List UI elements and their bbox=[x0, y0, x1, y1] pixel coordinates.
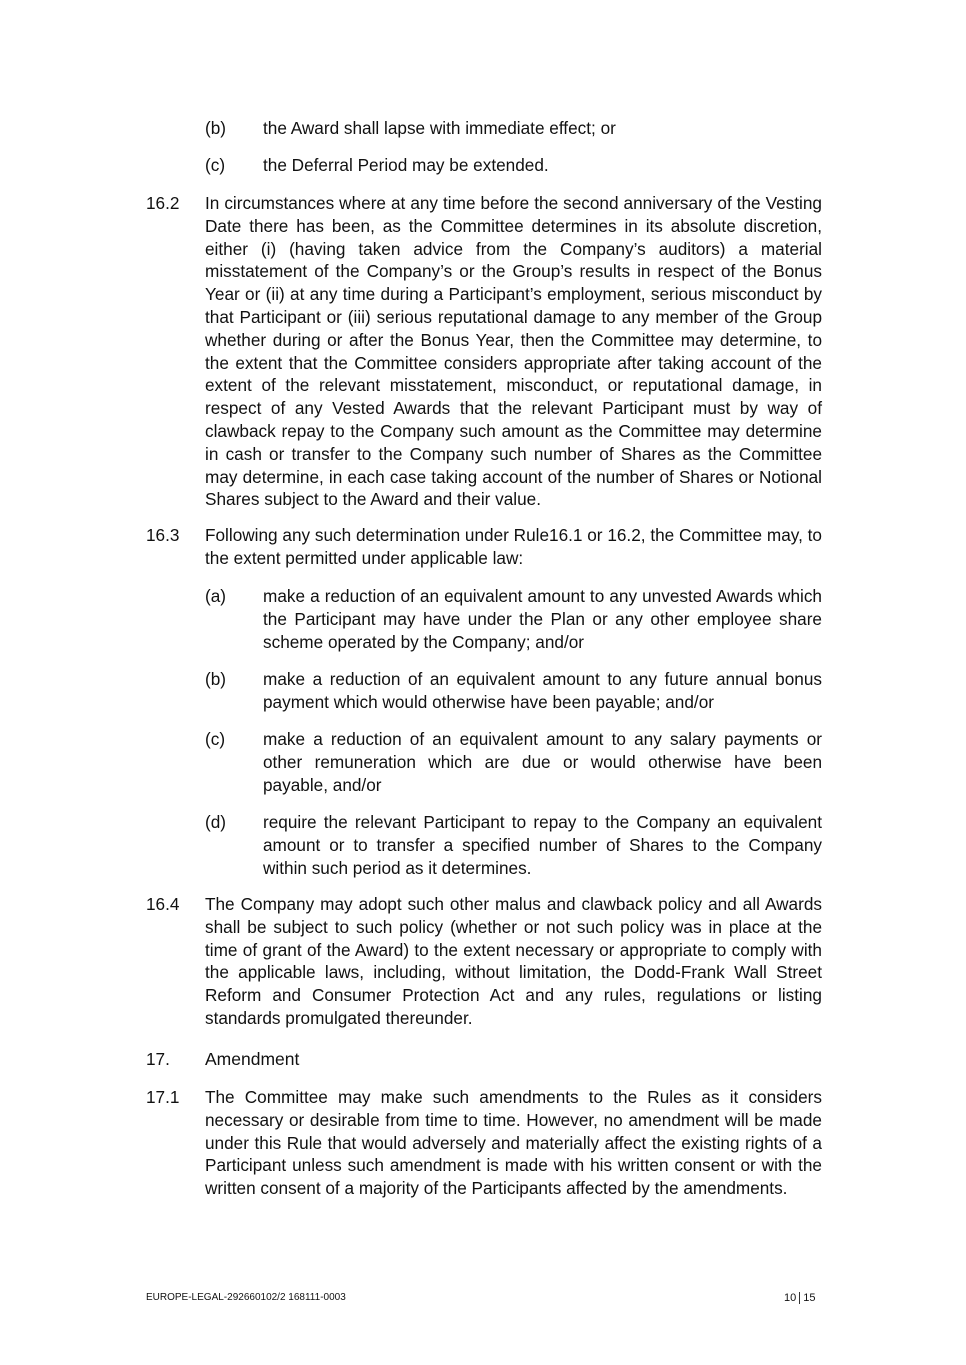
page-total: 15 bbox=[803, 1292, 816, 1304]
clause-label: (c) bbox=[205, 729, 226, 749]
clause-17-1 bbox=[146, 1086, 822, 1200]
clause-label: (c) bbox=[205, 155, 226, 175]
clause-text: make a reduction of an equivalent amount to any future annual bonus payment which would otherwise have been payable; and/or bbox=[263, 669, 822, 712]
clause-text: In circumstances where at any time before the second anniversary of the Vesting Date there has been, as the Committee determines in its absolute discretion, either (i) (having taken advice from the Company’s auditors) a material misstatement of the Company’s or the Group’s results in respect of the Bonus Year or (ii) at any time during a Participant’s employment, serious misconduct by that Participant or (iii) serious reputational damage to any member of the Group whether during or after the Bonus Year, then the Committee may determine, to the extent that the Committee considers appropriate after taking account of the extent of the relevant misstatement, misconduct, or reputational damage, in respect of any Vested Awards that the relevant Participant must by way of clawback repay to the Company such amount as the Committee may determine in cash or transfer to the Company such number of Shares as the Committee may determine, in each case taking account of the number of Shares or Notional Shares subject to the Award and their value. bbox=[205, 193, 822, 510]
clause-text: make a reduction of an equivalent amount to any salary payments or other remuneration which are due or would otherwise have been payable, and/or bbox=[263, 729, 822, 795]
page-number bbox=[784, 1292, 816, 1304]
page-current: 10 bbox=[784, 1292, 797, 1304]
clause-text: make a reduction of an equivalent amount to any unvested Awards which the Participant may have under the Plan or any other employee share scheme operated by the Company; and/or bbox=[263, 586, 822, 652]
clause-16-1-b bbox=[205, 117, 822, 140]
clause-text: the Deferral Period may be extended. bbox=[263, 155, 549, 175]
clause-16-3-b bbox=[205, 668, 822, 714]
clause-text: The Company may adopt such other malus and clawback policy and all Awards shall be subject to such policy (whether or not such policy was in place at the time of grant of the Award) to the extent necessary or appropriate to comply with the applicable laws, including, without limitation, the Dodd-Frank Wall Street Reform and Consumer Protection Act and any rules, regulations or listing standards promulgated thereunder. bbox=[205, 894, 822, 1028]
clause-label: 16.3 bbox=[146, 525, 180, 545]
page-separator bbox=[799, 1292, 800, 1304]
clause-label: 16.2 bbox=[146, 193, 180, 213]
clause-16-3-c bbox=[205, 728, 822, 796]
section-title: Amendment bbox=[205, 1049, 300, 1069]
clause-text: require the relevant Participant to repay to the Company an equivalent amount or to transfer a specified number of Shares to the Company within such period as it determines. bbox=[263, 812, 822, 878]
clause-16-1-c bbox=[205, 154, 822, 177]
clause-label: (a) bbox=[205, 586, 227, 606]
clause-label: 17.1 bbox=[146, 1087, 180, 1107]
clause-text: The Committee may make such amendments to the Rules as it considers necessary or desirable from time to time. However, no amendment will be made under this Rule that would adversely and materially affect the existing rights of a Participant unless such amendment is made with his written consent or with the written consent of a majority of the Participants affected by the amendments. bbox=[205, 1087, 822, 1199]
document-reference: EUROPE-LEGAL-292660102/2 168111-0003 bbox=[146, 1292, 346, 1303]
clause-label: (b) bbox=[205, 118, 227, 138]
clause-16-2 bbox=[146, 192, 822, 511]
section-number: 17. bbox=[146, 1049, 170, 1069]
clause-label: 16.4 bbox=[146, 894, 180, 914]
clause-text: Following any such determination under Rule16.1 or 16.2, the Committee may, to the extent permitted under applicable law: bbox=[205, 525, 822, 568]
clause-16-3 bbox=[146, 524, 822, 570]
clause-label: (b) bbox=[205, 669, 227, 689]
clause-label: (d) bbox=[205, 812, 227, 832]
clause-16-4 bbox=[146, 893, 822, 1030]
clause-16-3-a bbox=[205, 585, 822, 653]
clause-16-3-d bbox=[205, 811, 822, 879]
section-17-heading bbox=[146, 1048, 822, 1071]
clause-text: the Award shall lapse with immediate effect; or bbox=[263, 118, 616, 138]
